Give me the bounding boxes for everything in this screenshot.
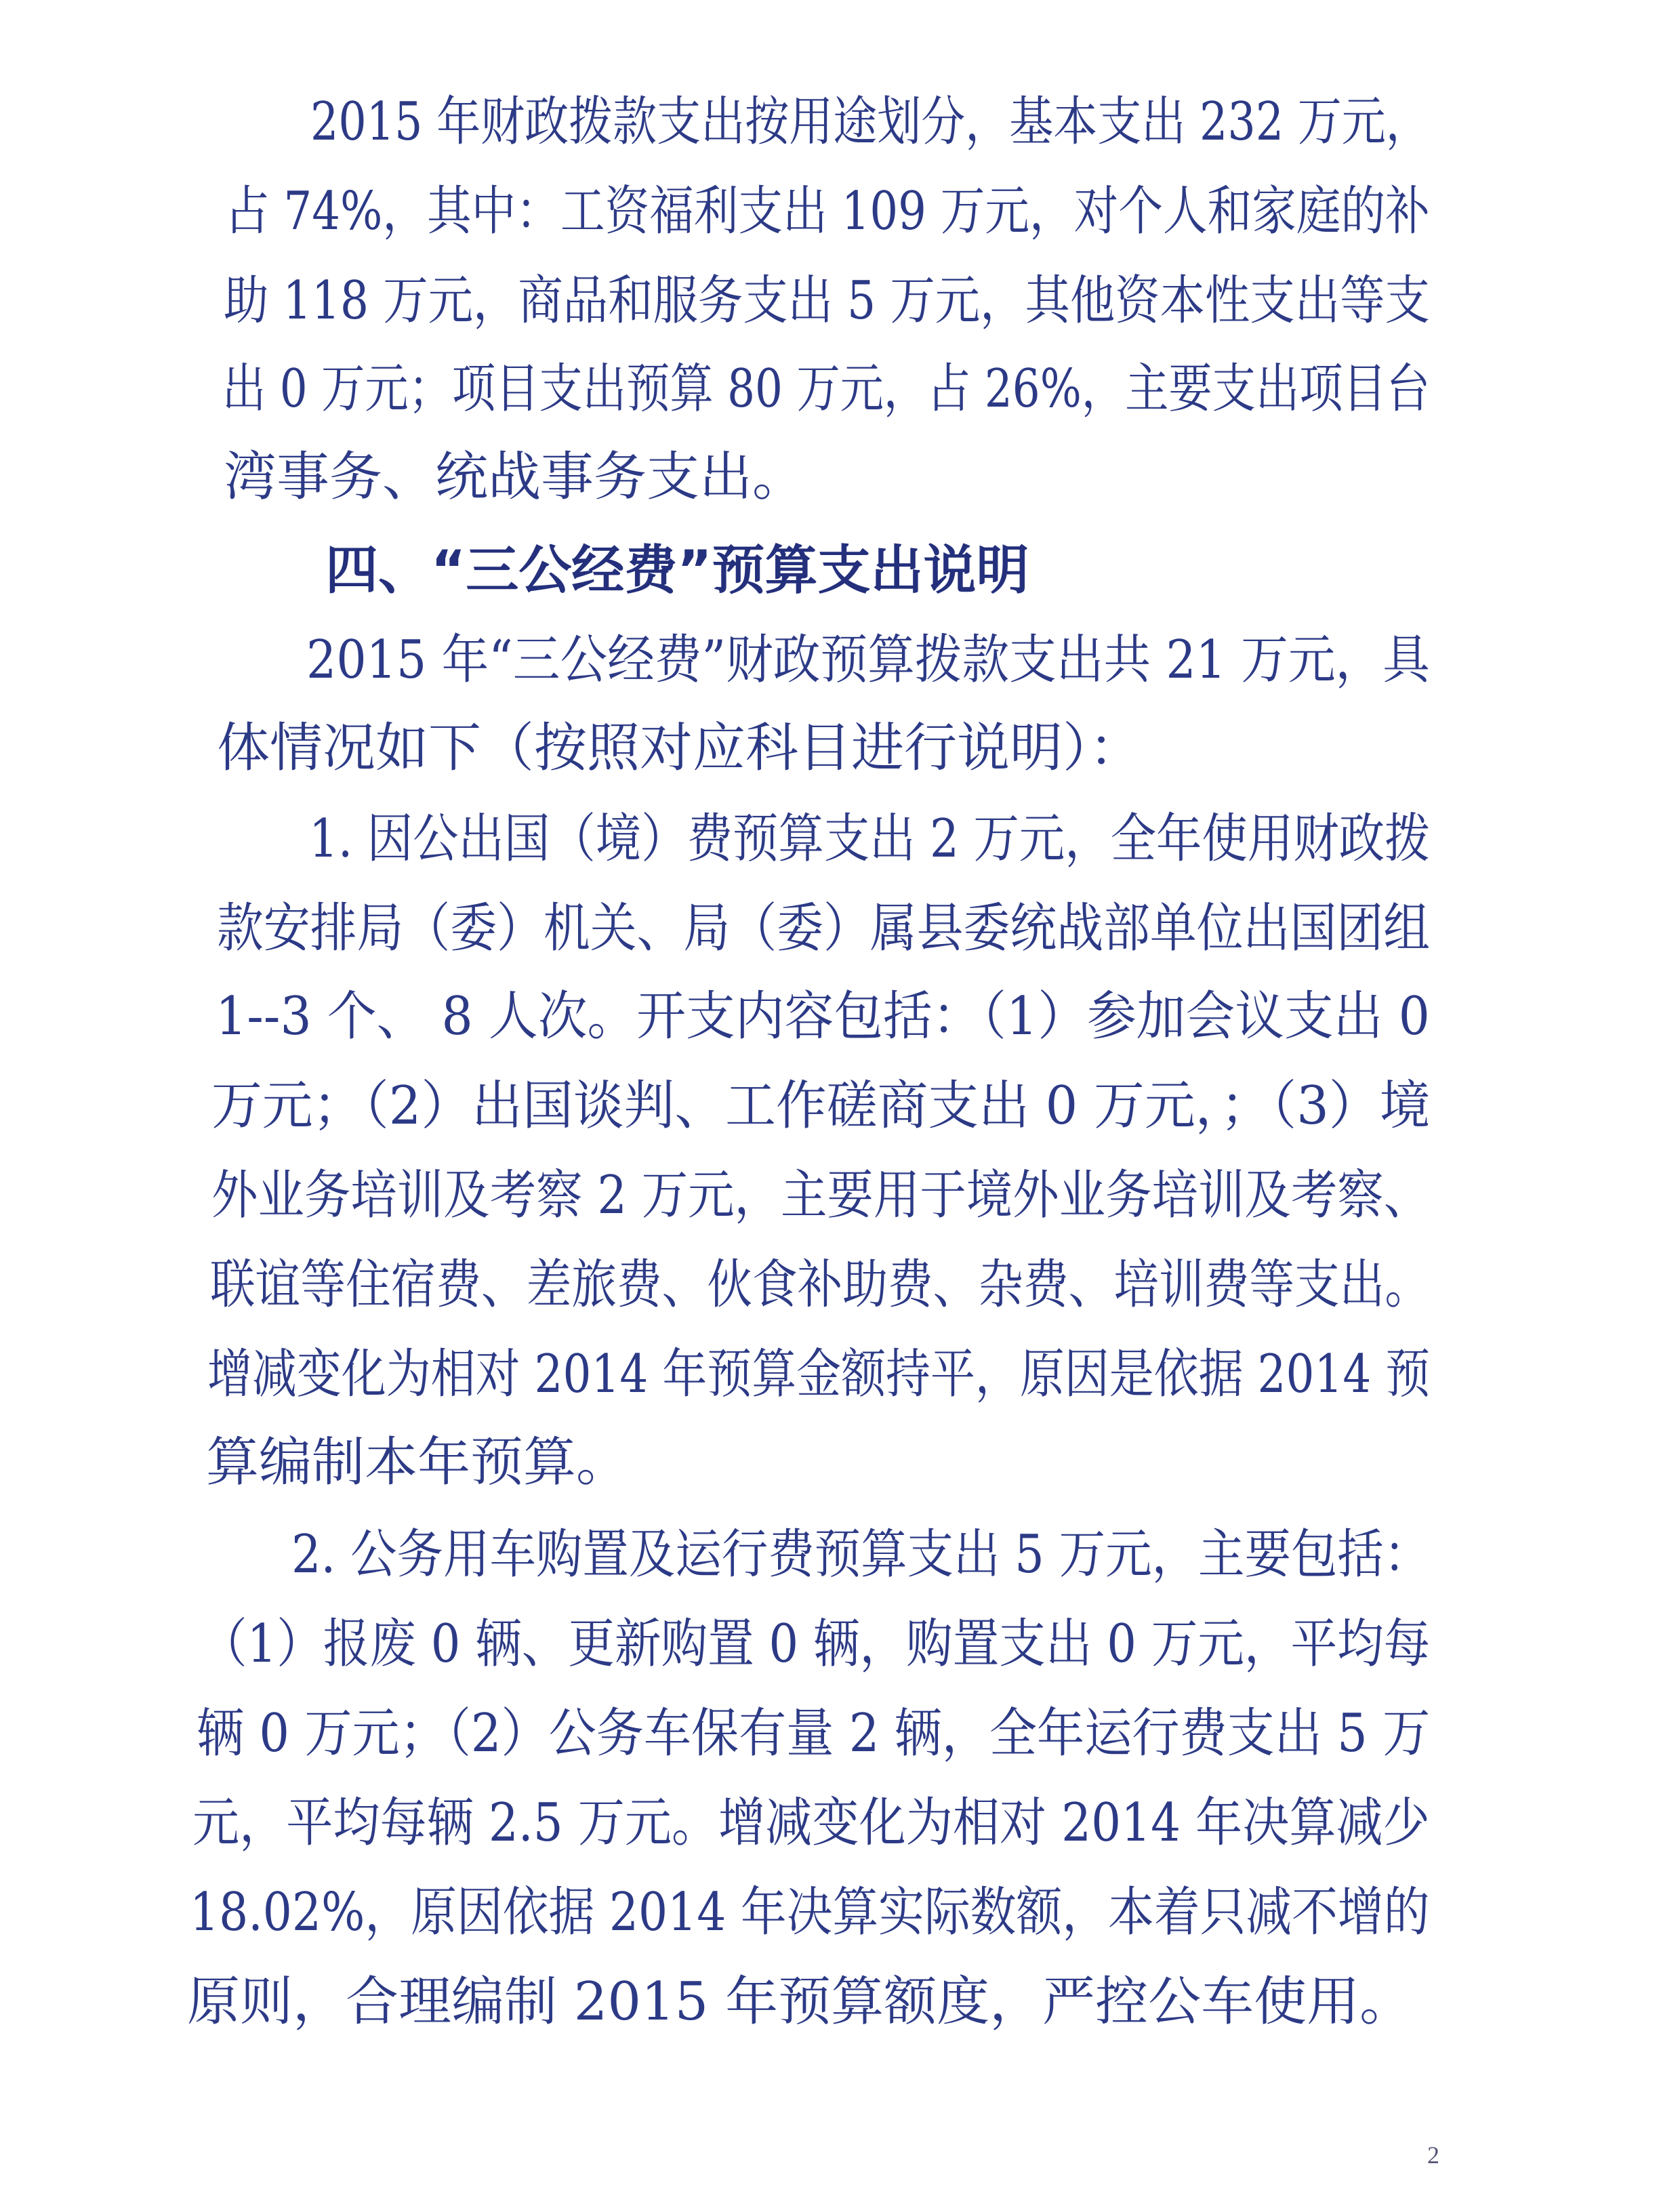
page-number: 2	[1427, 2142, 1439, 2169]
paragraph-line: 外业务培训及考察 2 万元，主要用于境外业务培训及考察、	[211, 1165, 1431, 1226]
paragraph-line: 湾事务、统战事务支出。	[224, 447, 806, 508]
paragraph-line: 算编制本年预算。	[206, 1432, 630, 1493]
paragraph-line: 体情况如下（按照对应科目进行说明）：	[217, 718, 1143, 779]
paragraph-line: （1）报废 0 辆、更新购置 0 辆，购置支出 0 万元，平均每	[201, 1614, 1431, 1675]
paragraph-line: 2015 年“三公经费”财政预算拨款支出共 21 万元，具	[306, 630, 1430, 691]
paragraph-line: 2. 公务用车购置及运行费预算支出 5 万元，主要包括：	[291, 1524, 1431, 1585]
paragraph-line: 联谊等住宿费、差旅费、伙食补助费、杂费、培训费等支出。	[210, 1254, 1431, 1315]
paragraph-line: 助 118 万元，商品和服务支出 5 万元，其他资本性支出等支	[224, 270, 1430, 331]
paragraph-line: 2015 年财政拨款支出按用途划分，基本支出 232 万元，	[310, 91, 1430, 152]
paragraph-line: 原则，合理编制 2015 年预算额度，严控公车使用。	[187, 1971, 1413, 2032]
paragraph-line: 辆 0 万元；（2）公务车保有量 2 辆，全年运行费支出 5 万	[197, 1703, 1431, 1764]
paragraph-line: 18.02%，原因依据 2014 年决算实际数额，本着只减不增的	[190, 1882, 1430, 1943]
paragraph-line: 1--3 个、 8 人次。开支内容包括：（1）参加会议支出 0	[216, 986, 1430, 1047]
paragraph-line: 1. 因公出国（境）费预算支出 2 万元，全年使用财政拨	[309, 808, 1431, 869]
paragraph-line: 增减变化为相对 2014 年预算金额持平，原因是依据 2014 预	[207, 1344, 1431, 1405]
paragraph-line: 款安排局（委）机关、局（委）属县委统战部单位出国团组	[217, 898, 1430, 959]
paragraph-line: 占 74%，其中：工资福利支出 109 万元，对个人和家庭的补	[225, 181, 1430, 242]
paragraph-line: 元，平均每辆 2.5 万元。增减变化为相对 2014 年决算减少	[192, 1793, 1430, 1853]
paragraph-line: 出 0 万元；项目支出预算 80 万元，占 26%，主要支出项目台	[222, 359, 1431, 419]
paragraph-line: 万元；（2）出国谈判、工作磋商支出 0 万元，；（3）境	[211, 1076, 1431, 1136]
section-heading: 四、“三公经费”预算支出说明	[325, 540, 1029, 601]
